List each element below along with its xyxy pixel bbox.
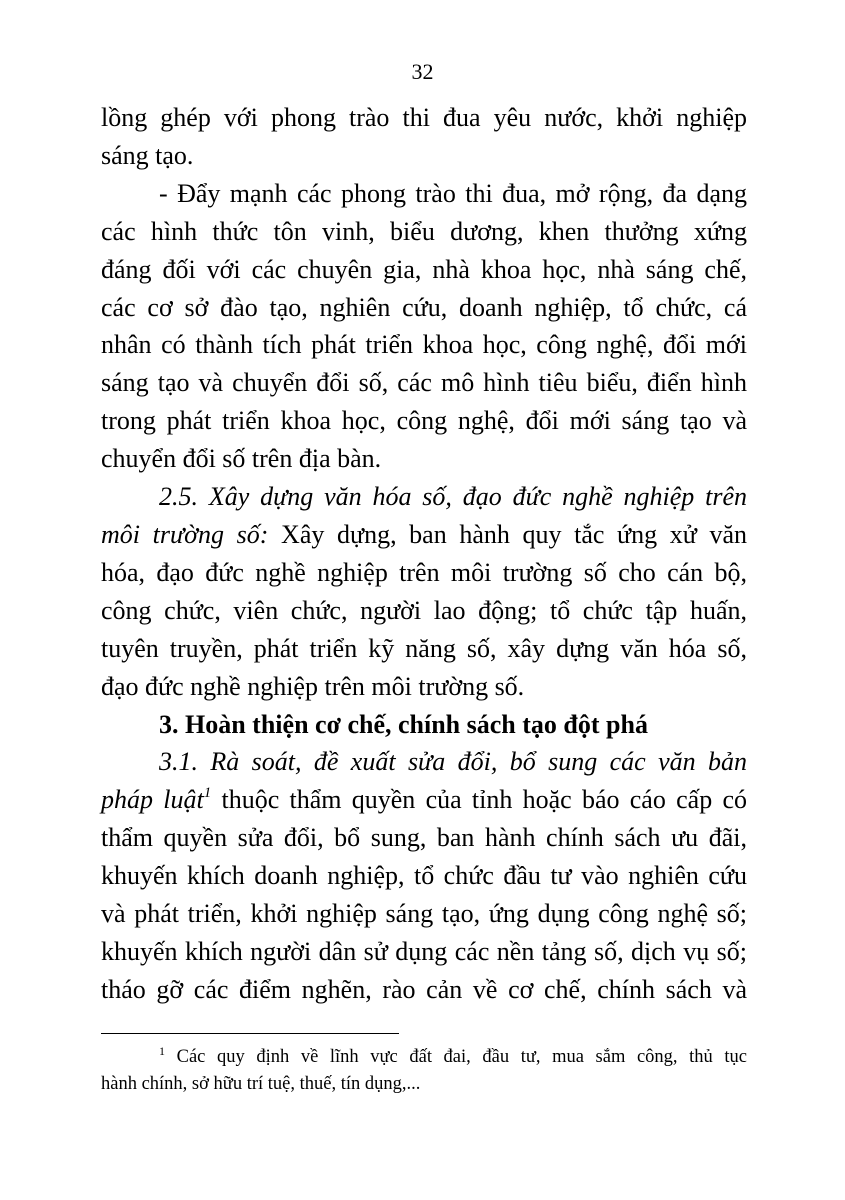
body-text: [101, 99, 747, 1009]
text-fragment: Xây dựng, ban hành quy tắc ứng xử văn: [268, 519, 747, 549]
text-line: trong phát triển khoa học, công nghệ, đổi mới sáng tạo và: [101, 406, 747, 436]
section-3: [101, 706, 747, 744]
text-fragment: thuộc thẩm quyền của tỉnh hoặc báo cáo cấp có: [211, 785, 747, 815]
section-3-1: [101, 743, 747, 1008]
section-heading-3: 3. Hoàn thiện cơ chế, chính sách tạo đột phá: [159, 709, 648, 739]
text-line: sáng tạo và chuyển đổi số, các mô hình tiêu biểu, điển hình: [101, 368, 747, 398]
text-line: nhân có thành tích phát triển khoa học, công nghệ, đổi mới: [101, 330, 747, 360]
text-line: tháo gỡ các điểm nghẽn, rào cản về cơ chế, chính sách và: [101, 974, 747, 1004]
text-line: các hình thức tôn vinh, biểu dương, khen thưởng xứng: [101, 216, 747, 246]
footnote: [101, 1044, 747, 1098]
paragraph-emulation-movements: [101, 175, 747, 478]
text-line: khuyến khích doanh nghiệp, tổ chức đầu tư vào nghiên cứu: [101, 861, 747, 891]
text-line: tuyên truyền, phát triển kỹ năng số, xây dựng văn hóa số,: [101, 633, 747, 663]
text-line: lồng ghép với phong trào thi đua yêu nước, khởi nghiệp: [101, 103, 747, 132]
section-heading-2-5-continued: môi trường số:: [101, 519, 269, 549]
text-line: [101, 781, 747, 819]
text-line: sáng tạo.: [101, 140, 194, 170]
paragraph-continuation: [101, 99, 747, 175]
section-heading-3-1-continued: pháp luật: [101, 785, 204, 815]
text-line: và phát triển, khởi nghiệp sáng tạo, ứng dụng công nghệ số;: [101, 899, 747, 929]
section-heading-3-1: 3.1. Rà soát, đề xuất sửa đổi, bổ sung các văn bản: [159, 747, 747, 777]
footnote-reference[interactable]: 1: [203, 785, 212, 802]
text-line: thẩm quyền sửa đổi, bổ sung, ban hành chính sách ưu đãi,: [101, 823, 747, 853]
text-line: các cơ sở đào tạo, nghiên cứu, doanh nghiệp, tổ chức, cá: [101, 292, 747, 322]
text-line: đáng đối với các chuyên gia, nhà khoa học, nhà sáng chế,: [101, 254, 747, 284]
page-number: 32: [411, 59, 434, 84]
section-heading-2-5: 2.5. Xây dựng văn hóa số, đạo đức nghề nghiệp trên: [159, 482, 747, 512]
text-line: chuyển đổi số trên địa bàn.: [101, 444, 382, 474]
footnote-divider: [101, 1033, 399, 1034]
footnote-number: 1: [159, 1044, 165, 1058]
text-line: đạo đức nghề nghiệp trên môi trường số.: [101, 671, 525, 701]
text-line: công chức, viên chức, người lao động; tổ chức tập huấn,: [101, 595, 747, 625]
text-line: [101, 516, 747, 554]
footnote-text: Các quy định về lĩnh vực đất đai, đầu tư, mua sắm công, thủ tục: [165, 1047, 747, 1067]
text-line: khuyến khích người dân sử dụng các nền tảng số, dịch vụ số;: [101, 936, 747, 966]
text-line: - Đẩy mạnh các phong trào thi đua, mở rộng, đa dạng: [159, 178, 747, 208]
footnote-line: [101, 1044, 747, 1071]
section-2-5: [101, 478, 747, 705]
text-line: hóa, đạo đức nghề nghiệp trên môi trường số cho cán bộ,: [101, 557, 747, 587]
footnote-line: hành chính, sở hữu trí tuệ, thuế, tín dụng,...: [101, 1074, 421, 1094]
